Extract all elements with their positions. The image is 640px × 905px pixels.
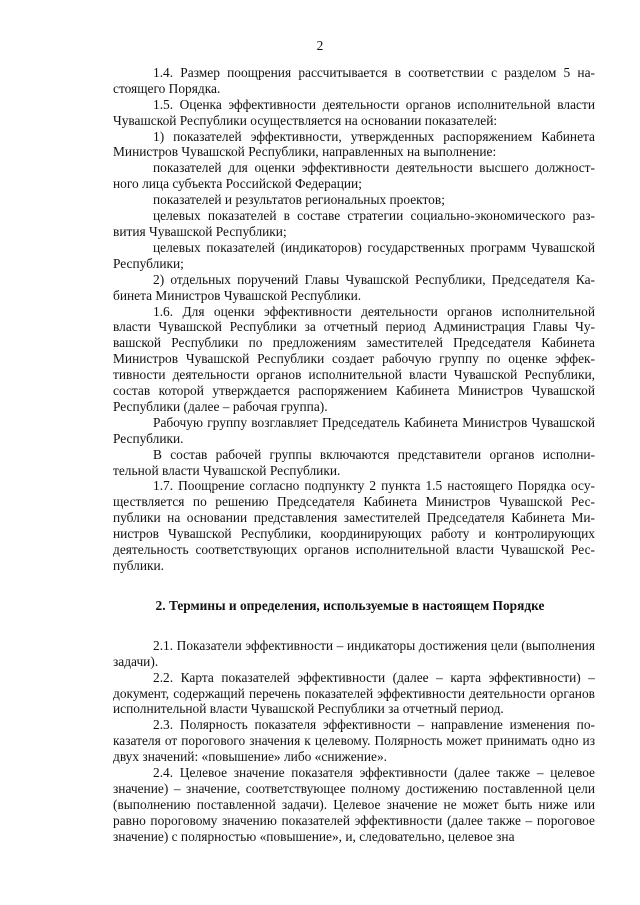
- section-2-body: [113, 638, 595, 845]
- paragraph-1-4: 1.4. Размер поощрения рассчитывается в соответствии с разделом 5 настоящего Порядка.: [113, 64, 595, 96]
- paragraph-2-4: 2.4. Целевое значение показателя эффективности (далее также – целевое значение) – значение, соответствующее полному достижению поставленной цели (выполнению поставленной задачи). Целевое значение не может быть ниже или равно пороговому значению показателей эффективности (далее также – пороговое значение) с полярностью «повышение», и, следовательно, целевое зна: [113, 765, 595, 844]
- paragraph-1-5-item-1d: целевых показателей (индикаторов) государственных программ Чувашской Республики;: [113, 239, 595, 271]
- paragraph-2-3: 2.3. Полярность показателя эффективности – направление изменения показателя от порогового значения к целевому. Полярность может принимать одно из двух значений: «повышение» либо «снижение».: [113, 717, 595, 765]
- paragraph-1-5-item-1b: показателей и результатов региональных проектов;: [153, 192, 445, 208]
- paragraph-1-7: 1.7. Поощрение согласно подпункту 2 пункта 1.5 настоящего Порядка осуществляется по решению Председателя Кабинета Министров Чувашской Республики на основании представления заместителей Председателя Кабинета Министров Чувашской Республики, координирующих работу и контролирующих деятельность соответствующих органов исполнительной власти Чувашской Республики.: [113, 478, 595, 573]
- section-2-heading: 2. Термины и определения, используемые в настоящем Порядке: [155, 597, 545, 613]
- paragraph-1-5-item-1c: целевых показателей в составе стратегии социально-экономического развития Чувашской Республики;: [113, 208, 595, 239]
- section-1-body: [113, 65, 595, 574]
- paragraph-1-6-chair: Рабочую группу возглавляет Председатель Кабинета Министров Чувашской Республики.: [113, 414, 595, 446]
- paragraph-2-2: 2.2. Карта показателей эффективности (далее – карта эффективности) – документ, содержащий перечень показателей эффективности деятельности органов исполнительной власти Чувашской Республики за отчетный период.: [113, 669, 595, 717]
- page-number: 2: [316, 38, 324, 53]
- paragraph-1-6: 1.6. Для оценки эффективности деятельности органов исполнительной власти Чувашской Республики за отчетный период Администрация Главы Чувашской Республики по предложениям заместителей Председателя Кабинета Министров Чувашской Республики создает рабочую группу по оценке эффективности деятельности органов исполнительной власти Чувашской Республики, состав которой утверждается распоряжением Кабинета Министров Чувашской Республики (далее – рабочая группа).: [113, 303, 595, 414]
- paragraph-1-5-item-1: 1) показателей эффективности, утвержденных распоряжением Кабинета Министров Чувашской Республики, направленных на выполнение:: [113, 128, 595, 160]
- paragraph-1-5-item-1a: показателей для оценки эффективности деятельности высшего должностного лица субъекта Российской Федерации;: [113, 160, 595, 192]
- paragraph-1-6-members: В состав рабочей группы включаются представители органов исполнительной власти Чувашской Республики.: [113, 446, 595, 478]
- paragraph-1-5: 1.5. Оценка эффективности деятельности органов исполнительной власти Чувашской Республики осуществляется на основании показателей:: [113, 96, 595, 128]
- paragraph-2-1: 2.1. Показатели эффективности – индикаторы достижения цели (выполнения задачи).: [113, 637, 595, 669]
- paragraph-1-5-item-2: 2) отдельных поручений Главы Чувашской Республики, Председателя Кабинета Министров Чувашской Республики.: [113, 271, 595, 303]
